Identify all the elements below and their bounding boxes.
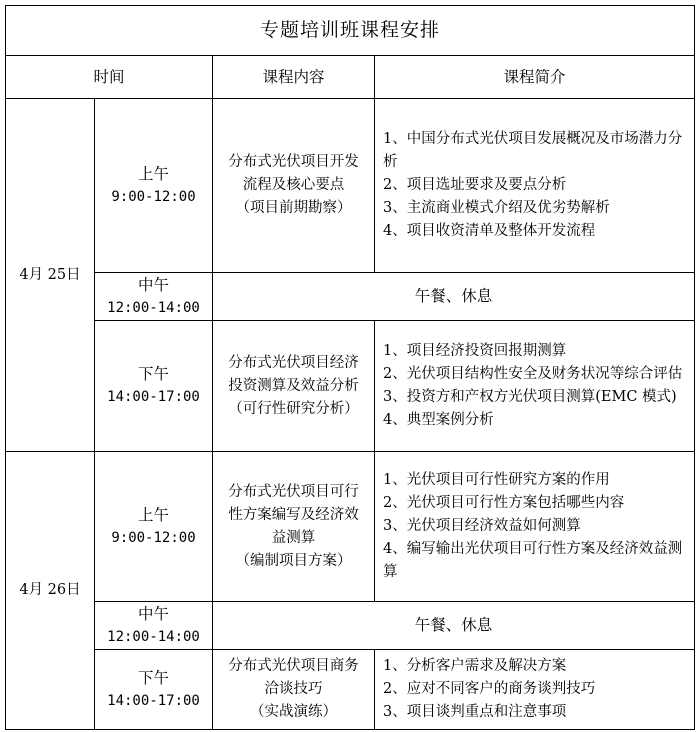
table-row — [6, 99, 695, 273]
content-line: 投资测算及效益分析 — [228, 377, 359, 394]
date-cell-day2: 4月 26日 — [6, 452, 95, 730]
course-content-cell — [213, 650, 375, 730]
hours-label: 12:00-14:00 — [107, 299, 200, 316]
period-label: 下午 — [137, 668, 169, 687]
header-intro: 课程简介 — [375, 56, 695, 99]
lunch-break-cell: 午餐、休息 — [213, 273, 695, 321]
header-time: 时间 — [6, 56, 213, 99]
course-intro-cell — [375, 650, 695, 730]
time-cell — [95, 273, 213, 321]
course-schedule-table — [5, 5, 695, 730]
intro-item: 4、典型案例分析 — [383, 412, 494, 428]
period-label: 上午 — [137, 505, 169, 524]
hours-label: 14:00-17:00 — [107, 692, 200, 709]
content-line: 分布式光伏项目开发 — [228, 154, 359, 170]
table-row — [6, 602, 695, 650]
course-content-cell — [213, 99, 375, 273]
hours-label: 9:00-12:00 — [111, 188, 196, 205]
course-intro-cell — [375, 452, 695, 602]
course-intro-cell — [375, 99, 695, 273]
period-label: 中午 — [137, 604, 169, 623]
intro-item: 2、应对不同客户的商务谈判技巧 — [383, 681, 596, 697]
content-line: 分布式光伏项目可行 — [228, 483, 359, 500]
period-label: 下午 — [137, 365, 169, 383]
intro-item: 4、编写输出光伏项目可行性方案及经济效益测算 — [383, 541, 683, 580]
time-cell — [95, 602, 213, 650]
date-cell-day1: 4月 25日 — [6, 99, 95, 452]
intro-item: 1、分析客户需求及解决方案 — [383, 658, 567, 674]
time-cell — [95, 99, 213, 273]
intro-item: 1、光伏项目可行性研究方案的作用 — [383, 472, 610, 488]
content-line: 分布式光伏项目商务 — [228, 658, 359, 674]
lunch-break-cell: 午餐、休息 — [213, 602, 695, 650]
header-content: 课程内容 — [213, 56, 375, 99]
period-label: 上午 — [137, 164, 169, 183]
intro-item: 3、投资方和产权方光伏项目测算(EMC 模式) — [383, 389, 677, 405]
period-label: 中午 — [137, 275, 169, 294]
course-content-cell — [213, 452, 375, 602]
table-row — [6, 321, 695, 452]
intro-item: 2、光伏项目结构性安全及财务状况等综合评估 — [383, 366, 683, 382]
content-line: 洽谈技巧 — [264, 681, 323, 697]
content-line: （可行性研究分析） — [228, 400, 359, 417]
intro-item: 3、项目谈判重点和注意事项 — [383, 704, 567, 720]
intro-item: 4、项目收资清单及整体开发流程 — [383, 223, 596, 239]
intro-item: 2、光伏项目可行性方案包括哪些内容 — [383, 495, 625, 511]
content-line: 分布式光伏项目经济 — [228, 354, 359, 371]
intro-item: 3、光伏项目经济效益如何测算 — [383, 518, 581, 534]
content-line: 益测算 — [271, 529, 316, 546]
time-cell — [95, 650, 213, 730]
table-row — [6, 273, 695, 321]
time-cell — [95, 321, 213, 452]
intro-item: 1、中国分布式光伏项目发展概况及市场潜力分析 — [383, 131, 683, 170]
course-intro-cell — [375, 321, 695, 452]
content-line: （项目前期勘察） — [235, 200, 352, 216]
schedule-title: 专题培训班课程安排 — [6, 6, 695, 56]
content-line: （编制项目方案） — [235, 552, 352, 569]
intro-item: 3、主流商业模式介绍及优劣势解析 — [383, 200, 610, 216]
table-row — [6, 650, 695, 730]
hours-label: 9:00-12:00 — [111, 529, 196, 546]
intro-item: 1、项目经济投资回报期测算 — [383, 343, 567, 359]
intro-item: 2、项目选址要求及要点分析 — [383, 177, 567, 193]
hours-label: 12:00-14:00 — [107, 628, 200, 645]
table-row — [6, 452, 695, 602]
content-line: （实战演练） — [250, 704, 337, 720]
content-line: 流程及核心要点 — [242, 177, 345, 193]
time-cell — [95, 452, 213, 602]
content-line: 性方案编写及经济效 — [228, 506, 359, 523]
hours-label: 14:00-17:00 — [107, 389, 200, 405]
course-content-cell — [213, 321, 375, 452]
